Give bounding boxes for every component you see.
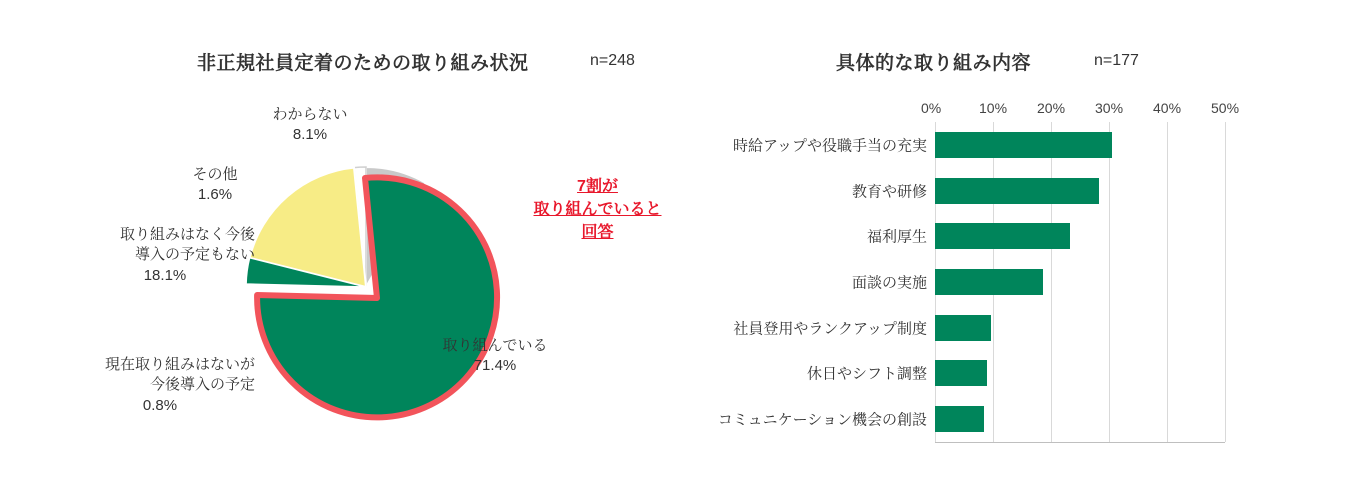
- pie-chart-title: 非正規社員定着のための取り組み状況: [197, 53, 529, 74]
- bar-category-label: 社員登用やランクアップ制度: [733, 320, 927, 338]
- bar-gridline: [1225, 122, 1226, 442]
- bar-item: [935, 315, 991, 341]
- pie-label-planned: [65, 355, 255, 416]
- pie-label-unknown-value: 8.1%: [292, 126, 328, 144]
- bar-category-label: 時給アップや役職手当の充実: [733, 137, 927, 155]
- pie-label-planned-line2: 今後導入の予定: [149, 376, 255, 394]
- pie-label-no-plan-line1: 取り組みはなく今後: [119, 226, 255, 243]
- bar-chart-title: 具体的な取り組み内容: [836, 53, 1032, 74]
- bar-chart-sample-size: n=177: [1094, 52, 1139, 69]
- bar-tick-label: 50%: [1211, 100, 1240, 116]
- bar-gridline: [1109, 122, 1110, 442]
- callout-line-2: 取り組んでいると: [533, 201, 662, 219]
- pie-label-unknown: [240, 105, 380, 146]
- bar-item: [935, 223, 1070, 249]
- pie-callout-annotation: [510, 175, 685, 245]
- callout-line-3: 回答: [581, 224, 614, 242]
- bar-category-label: 面談の実施: [851, 274, 927, 292]
- bar-item: [935, 178, 1099, 204]
- bar-category-label: 教育や研修: [851, 183, 927, 201]
- bar-tick-label: 10%: [979, 100, 1008, 116]
- bar-tick-label: 30%: [1095, 100, 1124, 116]
- pie-label-no-plan: [75, 225, 255, 286]
- bar-tick-label: 40%: [1153, 100, 1182, 116]
- bar-chart: [690, 100, 1250, 450]
- pie-label-main: [425, 336, 565, 377]
- bar-tick-label: 20%: [1037, 100, 1066, 116]
- callout-line-1: 7割が: [577, 178, 618, 195]
- bar-category-label: 福利厚生: [866, 228, 927, 246]
- pie-label-planned-value: 0.8%: [142, 396, 178, 414]
- pie-chart: [104, 106, 560, 460]
- pie-label-other: [155, 165, 275, 206]
- pie-chart-sample-size: n=248: [590, 52, 635, 69]
- bar-category-label: コミュニケーション機会の創設: [717, 411, 927, 429]
- bar-item: [935, 132, 1112, 158]
- bar-category-label: 休日やシフト調整: [806, 365, 927, 383]
- pie-label-main-name: 取り組んでいる: [442, 337, 548, 354]
- pie-label-unknown-name: わからない: [272, 106, 348, 123]
- pie-label-other-value: 1.6%: [197, 186, 233, 204]
- pie-label-no-plan-line2: 導入の予定もない: [134, 246, 255, 264]
- pie-label-main-value: 71.4%: [473, 357, 517, 375]
- bar-plot-area: [935, 122, 1225, 442]
- bar-item: [935, 406, 984, 432]
- pie-label-planned-line1: 現在取り組みはないが: [104, 356, 255, 373]
- pie-label-other-name: その他: [192, 166, 238, 183]
- bar-gridline: [1051, 122, 1052, 442]
- bar-item: [935, 360, 987, 386]
- bar-axis-baseline: [935, 442, 1225, 443]
- bar-tick-label: 0%: [921, 100, 942, 116]
- bar-gridline: [1167, 122, 1168, 442]
- bar-item: [935, 269, 1043, 295]
- pie-label-no-plan-value: 18.1%: [143, 266, 187, 284]
